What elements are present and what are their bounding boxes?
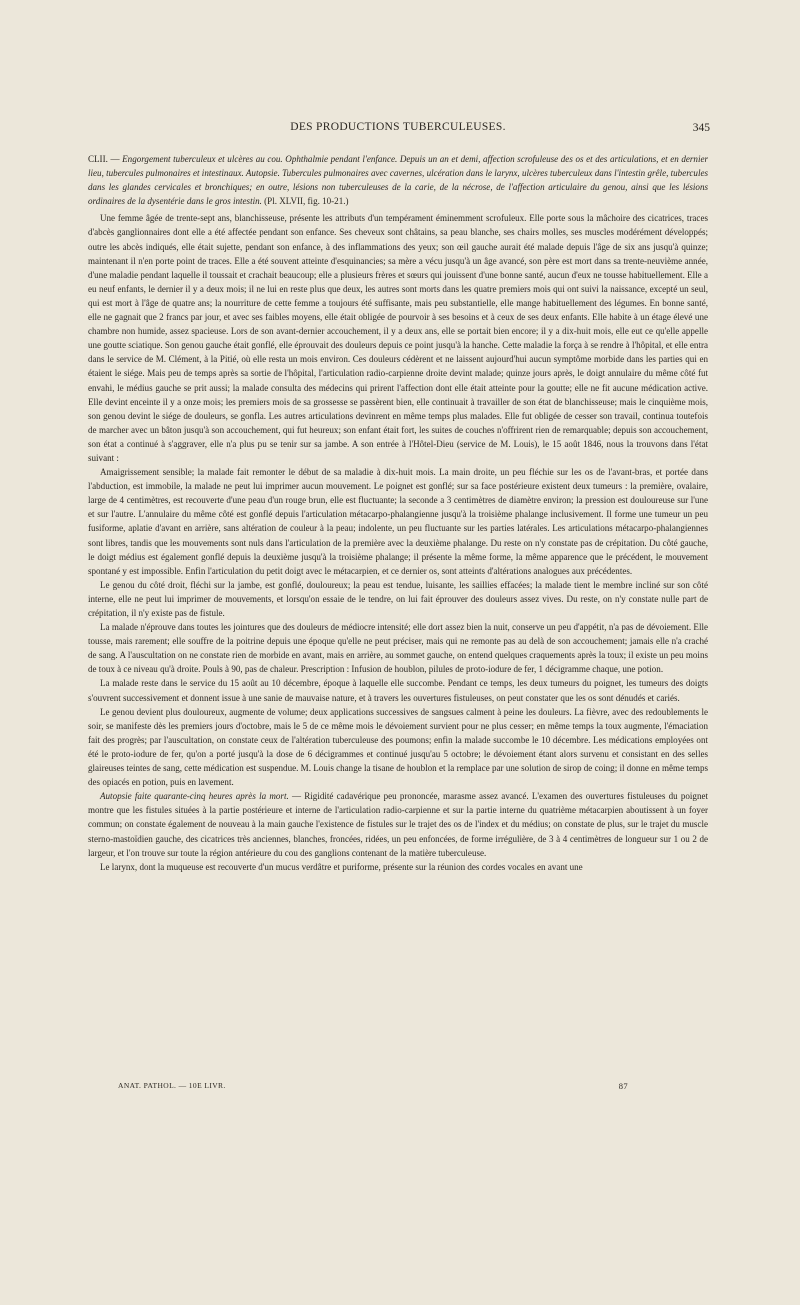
signature-mark: ANAT. PATHOL. — 10E LIVR. xyxy=(118,1081,226,1090)
paragraph-5 xyxy=(88,676,708,704)
paragraph-text: — Rigidité cadavérique peu prononcée, marasme assez avancé. L'examen des ouvertures fistuleuses du poignet montre que les fistules situées à la partie postérieure et interne de l'articulation radio-carpienne et sur la partie interne du quatrième métacarpien aboutissent à un foyer commun; on constate également de nouveau à la main gauche l'existence de fistules sur le trajet des os de l'index et du médius; on constate de plus, sur le trajet du muscle sterno-mastoïdien gauche, des cicatrices très anciennes, blanches, froncées, ridées, un peu enfoncées, de forme irrégulière, de 3 à 4 centimètres de longueur sur 1 ou 2 de largeur, et l'on trouve sur toute la région antérieure du cou des ganglions contenant de la matière tuberculeuse. xyxy=(88,791,709,858)
paragraph-7 xyxy=(88,789,708,859)
page-footer xyxy=(118,1081,628,1093)
page-title: DES PRODUCTIONS TUBERCULEUSES. xyxy=(290,121,506,133)
paragraph-text: La malade n'éprouve dans toutes les jointures que des douleurs de médiocre intensité; elle dort assez bien la nuit, conserve un peu d'appétit, n'a pas de dévoiement. Elle tousse, mais rarement; elle souffre de la poitrine depuis une époque qu'elle ne peut préciser, mais qui ne remonte pas au delà de son accouchement; jamais elle n'a craché de sang. A l'auscultation on ne constate rien de morbide en avant, mais en arrière, au sommet gauche, on entend quelques craquements après la toux; il existe un peu moins de toux à ce niveau qu'à droite. Pouls à 90, pas de chaleur. Prescription : Infusion de houblon, pilules de proto-iodure de fer, 1 décigramme chaque, une potion. xyxy=(88,622,708,675)
paragraph-6 xyxy=(88,705,708,790)
sheet-number: 87 xyxy=(618,1081,628,1091)
paragraph-text: Le genou devient plus douloureux, augmente de volume; deux applications successives de sangsues calment à peine les douleurs. La fièvre, avec des redoublements le soir, se manifeste dès les premiers jours d'octobre, mais le 5 de ce même mois le dévoiement survient pour ne plus cesser; en même temps la toux augmente, l'émaciation fait des progrès; par l'auscultation, on constate ceux de l'altération tuberculeuse des poumons; enfin la malade succombe le 10 décembre. Les médications employées ont été le proto-iodure de fer, qu'on a porté jusqu'à la dose de 6 décigrammes et continué jusqu'au 5 octobre; le dévoiement étant alors survenu et consistant en des selles glaireuses teintes de sang, cette médication est suspendue. M. Louis change la tisane de houblon et la remplace par une solution de sirop de coing; il donne en même temps des opiacés en potion, puis en lavement. xyxy=(88,706,708,788)
paragraph-3 xyxy=(88,578,708,620)
running-header xyxy=(88,121,708,137)
autopsy-lead: Autopsie faite quarante-cinq heures après la mort. xyxy=(100,791,289,802)
paragraph-text: Une femme âgée de trente-sept ans, blanchisseuse, présente les attributs d'un tempérament éminemment scrofuleux. Elle porte sous la mâchoire des cicatrices, traces d'abcès ganglionnaires dont elle a été affectée pendant son enfance. Ses cheveux sont châtains, sa peau blanche, ses chairs molles, ses muscles modérément développés; outre les abcès indiqués, elle était sujette, pendant son enfance, à des inflammations des yeux; son œil gauche aurait été malade depuis l'âge de six ans jusqu'à quinze; maintenant il n'en porte point de traces. Elle a été souvent atteinte d'esquinancies; sa mère a vécu jusqu'à un âge avancé, son père est mort dans sa trente-neuvième année, d'une maladie pendant laquelle il toussait et crachait beaucoup; elle a plusieurs frères et sœurs qui jouissent d'une bonne santé, aucun d'eux ne tousse habituellement. Elle a eu neuf enfants, le dernier il y a deux mois; il ne lui en reste plus que deux, les autres sont morts dans les quatre premiers mois qui ont suivi la naissance, excepté un seul, qui est mort à l'âge de quatre ans; la nourriture de cette femme a toujours été suffisante, mais peu substantielle, elle mange habituellement des légumes. En bonne santé, elle ne gagnait que 2 francs par jour, et avec ses faibles moyens, elle était obligée de pourvoir à ses besoins et à ceux de ses deux enfants. Elle habite à un étage élevé une chambre non humide, assez spacieuse. Lors de son avant-dernier accouchement, il y a deux ans, elle se portait bien encore; il y a dix-huit mois, elle eut ce qu'elle appelle une goutte sciatique. Son genou gauche était gonflé, elle éprouvait des douleurs depuis ce point jusqu'à la hanche. Cette maladie la força à se rendre à l'hôpital, et elle entra dans le service de M. Clément, à la Pitié, où elle resta un mois environ. Ces douleurs cédèrent et ne laissent aujourd'hui aucun symptôme morbide dans les parties qui en étaient le siége. Mais peu de temps après sa sortie de l'hôpital, l'articulation radio-carpienne droite devint malade; quinze jours après, le doigt annulaire du même côté fut envahi, le médius gauche se prit aussi; la malade consulta des médecins qui prirent l'affection dont elle était atteinte pour la goutte; elle ne fit aucune médication active. Elle devint enceinte il y a onze mois; les premiers mois de sa grossesse se passèrent bien, elle continuait à travailler de son état de blanchisseuse; mais le cinquième mois, son genou devint le siége de douleurs, se gonfla. Les autres articulations devinrent en même temps plus malades. Elle fut obligée de cesser son travail, continua toutefois de marcher avec un bâton jusqu'à son accouchement, qui fut heureux; son enfant était fort, les suites de couches n'offrirent rien de remarquable; depuis son accouchement, son état a continué à s'aggraver, elle n'a plus pu se tenir sur sa jambe. A son entrée à l'Hôtel-Dieu (service de M. Louis), le 15 août 1846, nous la trouvons dans l'état suivant : xyxy=(88,213,708,463)
case-heading xyxy=(88,152,708,208)
paragraph-2 xyxy=(88,465,708,578)
paragraph-text: Le larynx, dont la muqueuse est recouverte d'un mucus verdâtre et puriforme, présente sur la réunion des cordes vocales en avant une xyxy=(100,861,583,872)
paragraph-text: La malade reste dans le service du 15 août au 10 décembre, époque à laquelle elle succombe. Pendant ce temps, les deux tumeurs du poignet, les tumeurs des doigts s'ouvrent successivement et donnent issue à une sanie de mauvaise nature, et à travers les ouvertures fistuleuses, on peut constater que les os sont dénudés et cariés. xyxy=(88,678,708,703)
paragraph-4 xyxy=(88,620,708,676)
text-block xyxy=(88,152,708,874)
paragraph-text: Le genou du côté droit, fléchi sur la jambe, est gonflé, douloureux; la peau est tendue, luisante, les saillies effacées; la malade tient le membre incliné sur son côté interne, elle ne peut lui imprimer de mouvements, et lorsqu'on essaie de le tendre, on lui fait éprouver des douleurs assez vives. Du reste, on n'y constate nulle part de crépitation, il n'y existe pas de fistule. xyxy=(88,579,708,618)
case-title: Engorgement tuberculeux et ulcères au cou. Ophthalmie pendant l'enfance. Depuis un an et demi, affection scrofuleuse des os et des articulations, et en dernier lieu, tubercules pulmonaires et intestinaux. Autopsie. Tubercules pulmonaires avec cavernes, ulcération dans le larynx, ulcères tuberculeux dans l'intestin grêle, tubercules dans les glandes cervicales et bronchiques; en outre, lésions non tuberculeuses de la carie, de la nécrose, de l'affection articulaire du genou, ainsi que les lésions ordinaires de la dysentérie dans le gros intestin. xyxy=(88,154,708,207)
plate-reference: (Pl. XLVII, fig. 10-21.) xyxy=(264,196,349,207)
page-number: 345 xyxy=(692,122,710,134)
paragraph-1 xyxy=(88,211,708,465)
paragraph-8 xyxy=(88,860,708,874)
case-number: CLII. — xyxy=(88,154,120,164)
paragraph-text: Amaigrissement sensible; la malade fait remonter le début de sa maladie à dix-huit mois. La main droite, un peu fléchie sur les os de l'avant-bras, et portée dans l'abduction, est immobile, la malade ne peut lui imprimer aucun mouvement. Le poignet est gonflé; sur sa face postérieure existent deux tumeurs : la première, ovalaire, large de 4 centimètres, est recouverte d'une peau d'un rouge brun, elle est fluctuante; la seconde a 3 centimètres de diamètre environ; la pression est douloureuse sur l'une et sur l'autre. L'annulaire du même côté est gonflé depuis l'articulation métacarpo-phalangienne jusqu'à la troisième phalange inclusivement. Il forme une tumeur un peu fusiforme, aplatie d'avant en arrière, sans altération de couleur à la peau; indolente, un peu fluctuante sur les parties latérales. Les articulations métacarpo-phalangiennes sont libres, tandis que les mouvements sont nuls dans l'articulation de la première avec la deuxième phalange. Du reste on n'y constate pas de crépitation. Du côté gauche, le doigt médius est également gonflé depuis la deuxième jusqu'à la troisième phalange; il présente la même forme, la même apparence que le précédent, le mouvement spontané y est impossible. Enfin l'articulation du petit doigt avec le métacarpien, et ce dernier os, sont atteints d'altérations analogues aux précédentes. xyxy=(88,467,708,576)
